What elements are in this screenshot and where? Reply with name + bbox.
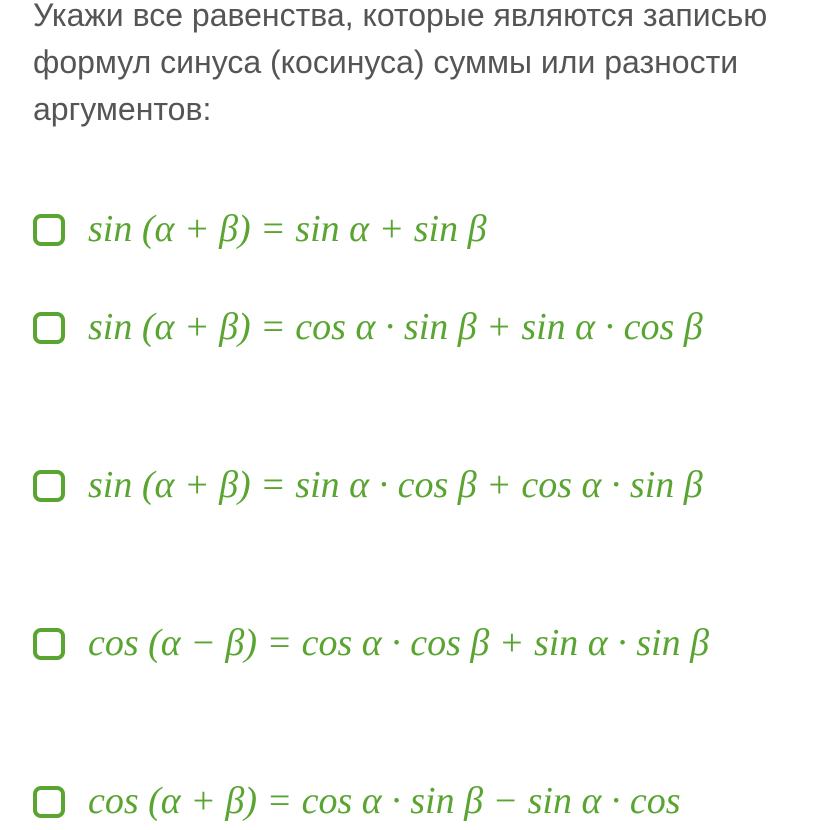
answer-option[interactable] bbox=[33, 456, 823, 514]
answer-option[interactable] bbox=[33, 298, 823, 356]
answer-option[interactable] bbox=[33, 200, 823, 258]
option-formula: sin (α + β) = cos α · sin β + sin α · cos β bbox=[88, 306, 703, 348]
option-formula: cos (α − β) = cos α · cos β + sin α · sin β bbox=[88, 622, 710, 664]
checkbox-unchecked-icon[interactable] bbox=[33, 786, 65, 818]
checkbox-unchecked-icon[interactable] bbox=[33, 628, 65, 660]
checkbox-unchecked-icon[interactable] bbox=[33, 312, 65, 344]
option-formula: sin (α + β) = sin α + sin β bbox=[88, 208, 487, 250]
answer-option[interactable] bbox=[33, 772, 823, 830]
checkbox-unchecked-icon[interactable] bbox=[33, 214, 65, 246]
question-text: Укажи все равенства, которые являются записью формул синуса (косинуса) суммы или разности аргументов: bbox=[33, 0, 768, 127]
checkbox-unchecked-icon[interactable] bbox=[33, 470, 65, 502]
option-formula: cos (α + β) = cos α · sin β − sin α · cos bbox=[88, 780, 681, 822]
option-formula: sin (α + β) = sin α · cos β + cos α · sin β bbox=[88, 464, 703, 506]
answer-option[interactable] bbox=[33, 614, 823, 672]
